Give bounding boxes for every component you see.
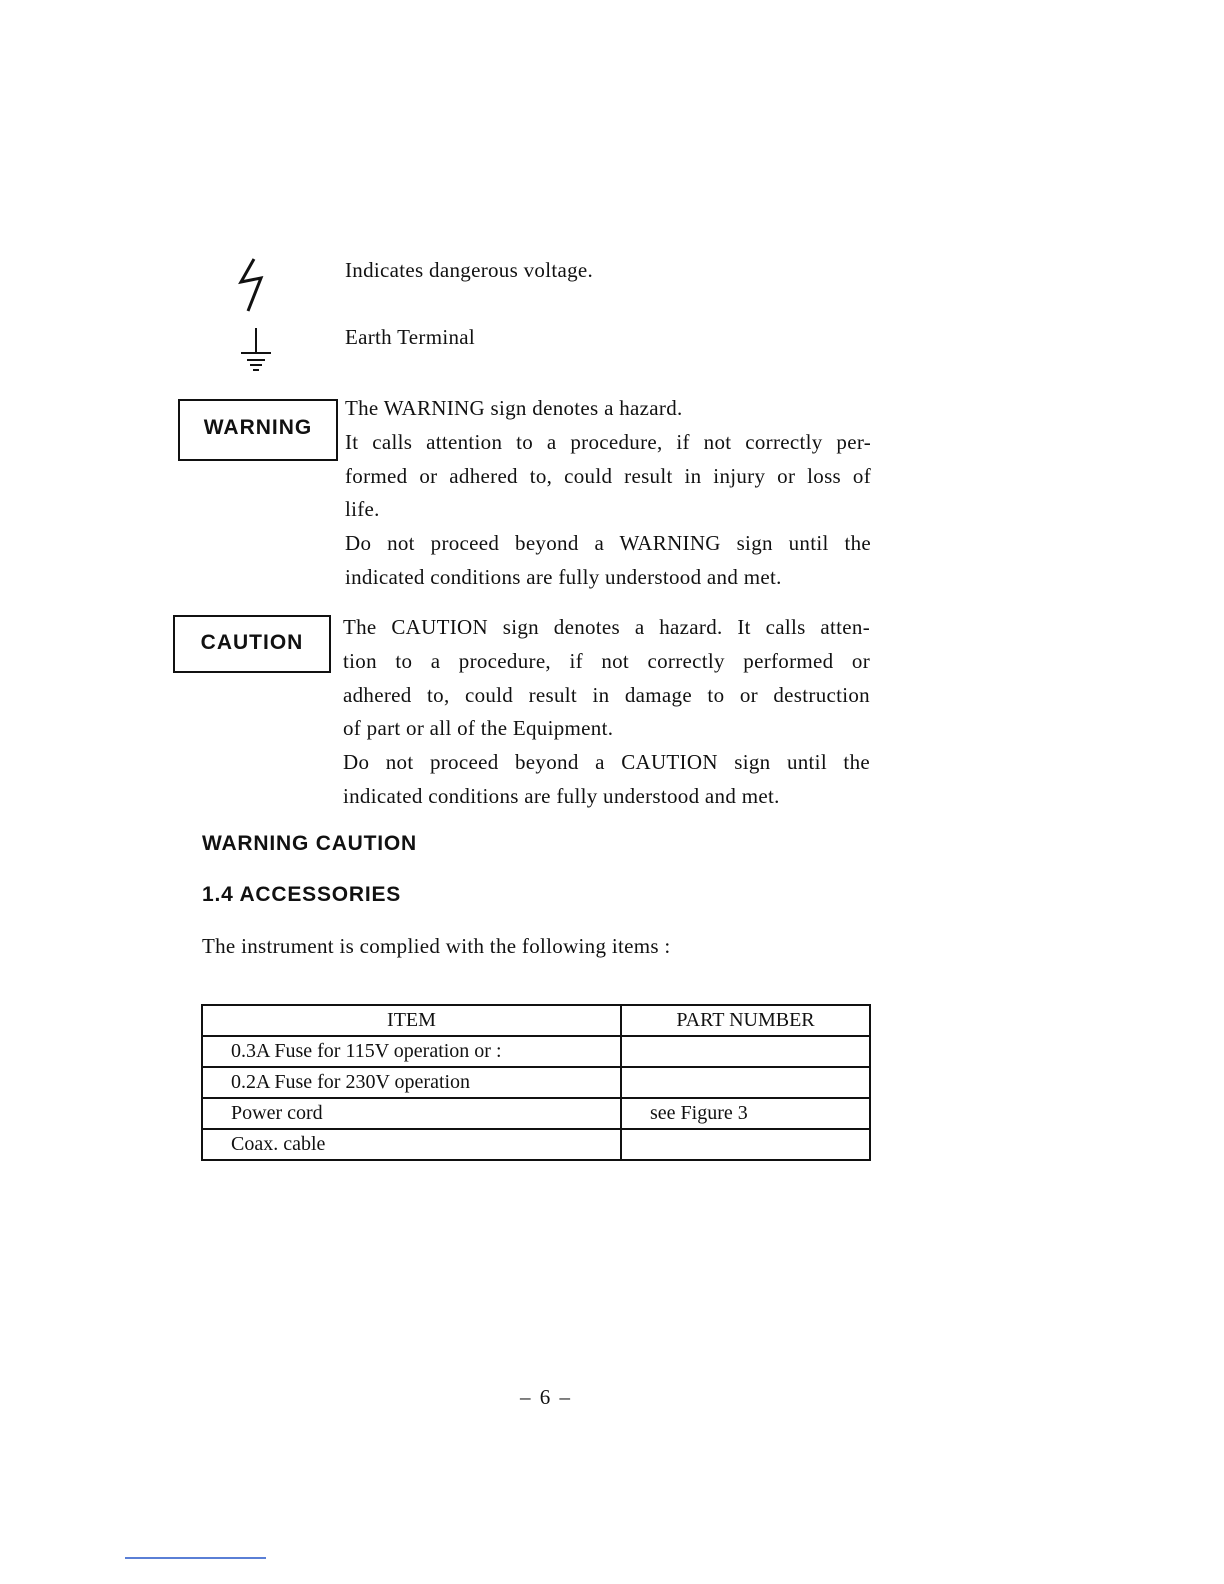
table-row [202, 1067, 870, 1098]
warning-line-4: life. [345, 497, 380, 521]
caution-line-1: The CAUTION sign denotes a hazard. It calls atten- [343, 615, 870, 639]
warning-line-6: indicated conditions are fully understood and met. [345, 565, 782, 589]
warning-line-5: Do not proceed beyond a WARNING sign until the [345, 531, 871, 555]
accessories-table [201, 1004, 871, 1161]
table-header-row [202, 1005, 870, 1036]
caution-line-5: Do not proceed beyond a CAUTION sign until the [343, 750, 870, 774]
caution-sign-box: CAUTION [173, 615, 331, 673]
section-title: 1.4 ACCESSORIES [202, 883, 402, 906]
warning-caution-subheading: WARNING CAUTION [202, 832, 417, 855]
table-cell-item: Power cord [202, 1098, 621, 1129]
earth-ground-icon [238, 327, 278, 373]
caution-line-6: indicated conditions are fully understood and met. [343, 784, 780, 808]
table-cell-item: Coax. cable [202, 1129, 621, 1160]
page-number: – 6 – [520, 1385, 572, 1409]
caution-line-2: tion to a procedure, if not correctly performed or [343, 649, 870, 673]
voltage-symbol-text: Indicates dangerous voltage. [345, 258, 594, 282]
table-cell-part-number [621, 1067, 870, 1098]
footer-divider [125, 1557, 266, 1559]
warning-line-2: It calls attention to a procedure, if not correctly per- [345, 430, 871, 454]
column-header-part-number: PART NUMBER [621, 1005, 870, 1036]
table-row [202, 1036, 870, 1067]
section-intro: The instrument is complied with the following items : [202, 934, 671, 958]
table-row [202, 1129, 870, 1160]
table-cell-item: 0.2A Fuse for 230V operation [202, 1067, 621, 1098]
caution-line-4: of part or all of the Equipment. [343, 716, 614, 740]
warning-sign-box: WARNING [178, 399, 338, 461]
table-cell-part-number [621, 1036, 870, 1067]
table-cell-item: 0.3A Fuse for 115V operation or : [202, 1036, 621, 1067]
table-cell-part-number: see Figure 3 [621, 1098, 870, 1129]
warning-line-3: formed or adhered to, could result in injury or loss of [345, 464, 871, 488]
caution-line-3: adhered to, could result in damage to or destruction [343, 683, 870, 707]
table-row [202, 1098, 870, 1129]
column-header-item: ITEM [202, 1005, 621, 1036]
table-cell-part-number [621, 1129, 870, 1160]
warning-line-1: The WARNING sign denotes a hazard. [345, 396, 683, 420]
earth-symbol-text: Earth Terminal [345, 325, 476, 349]
lightning-bolt-icon [228, 255, 288, 315]
